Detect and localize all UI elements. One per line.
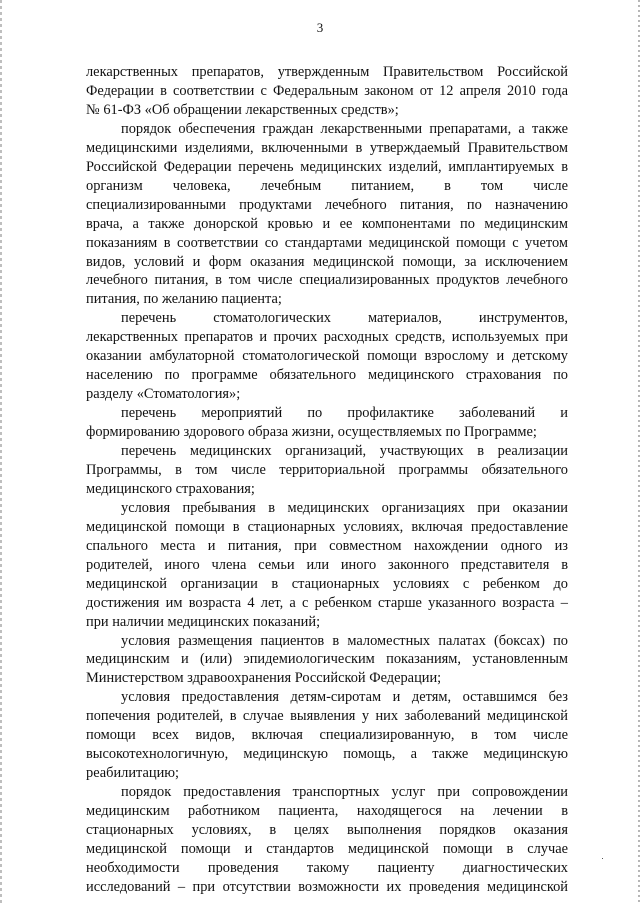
text-line: медицинской помощи в стационарных условиях, включая предоставление (86, 518, 568, 535)
scan-speck (602, 858, 603, 859)
text-line: разделу «Стоматология»; (86, 386, 241, 403)
text-line: № 61-ФЗ «Об обращении лекарственных средств»; (86, 101, 399, 118)
text-line: лекарственных препаратов и прочих расходных средств, используемых при (86, 329, 568, 346)
text-line: медицинским и (или) эпидемиологическим показаниям, установленным (86, 651, 568, 668)
text-line: медицинского страхования; (86, 480, 255, 497)
text-line: порядок предоставления транспортных услуг при сопровождении (121, 784, 568, 801)
text-line: при наличии медицинских показаний; (86, 613, 321, 630)
text-line: медицинской организации в стационарных условиях с ребенком до (86, 575, 568, 592)
text-line: Российской Федерации перечень медицинских изделий, имплантируемых в (86, 158, 568, 175)
text-line: попечения родителей, в случае выявления у них заболеваний медицинской (86, 708, 568, 725)
text-line: спального места и питания, при совместном нахождении одного из (86, 537, 568, 554)
text-line: Министерством здравоохранения Российской Федерации; (86, 670, 442, 687)
text-line: медицинским работником пациента, находящегося на лечении в (86, 803, 568, 820)
text-line: лекарственных препаратов, утвержденным Правительством Российской (86, 64, 568, 80)
text-line: видов, условий и форм оказания медицинской помощи, за исключением (86, 253, 568, 270)
text-line: питания, по желанию пациента; (86, 291, 282, 308)
text-line: перечень мероприятий по профилактике заболеваний и (121, 405, 568, 422)
scan-edge-left (0, 0, 2, 905)
text-line: населению по программе обязательного медицинского страхования по (86, 367, 568, 384)
text-line: медицинскими изделиями, включенными в утверждаемый Правительством (86, 139, 568, 156)
text-line: перечень стоматологических материалов, инструментов, (121, 310, 568, 327)
text-line: лечебного питания, в том числе специализированных продуктов лечебного (86, 272, 568, 289)
text-line: условия размещения пациентов в маломестных палатах (боксах) по (121, 632, 568, 649)
text-line: исследований – при отсутствии возможности их проведения медицинской (86, 878, 568, 895)
text-line: необходимости проведения такому пациенту диагностических (86, 859, 568, 876)
text-line: помощи всех видов, включая специализированную, в том числе (86, 727, 568, 744)
text-line: родителей, иного члена семьи или иного законного представителя в (86, 556, 568, 573)
text-line: Программы, в том числе территориальной программы обязательного (86, 461, 568, 478)
text-line: организм человека, лечебным питанием, в том числе (86, 177, 568, 194)
text-line: показаниям в соответствии со стандартами медицинской помощи с учетом (86, 234, 568, 251)
text-line: стационарных условиях, в целях выполнения порядков оказания (86, 822, 568, 838)
text-line: врача, а также донорской кровью и ее компонентами по медицинским (86, 215, 568, 232)
text-line: высокотехнологичную, медицинскую помощь, а также медицинскую (86, 746, 568, 763)
text-line: формированию здорового образа жизни, осуществляемых по Программе; (86, 424, 537, 441)
text-line: достижения им возраста 4 лет, а с ребенком старше указанного возраста – (86, 594, 568, 611)
text-line: оказании амбулаторной стоматологической помощи взрослому и детскому (86, 348, 568, 365)
page-number: 3 (316, 20, 324, 35)
text-line: перечень медицинских организаций, участвующих в реализации (121, 443, 568, 459)
text-line: реабилитацию; (86, 765, 180, 782)
text-line: условия пребывания в медицинских организациях при оказании (121, 499, 568, 516)
text-line: условия предоставления детям-сиротам и детям, оставшимся без (121, 689, 568, 706)
text-line: специализированными продуктами лечебного питания, по назначению (86, 196, 568, 213)
text-line: Федерации в соответствии с Федеральным законом от 12 апреля 2010 года (86, 82, 568, 99)
text-line: медицинской помощи и стандартов медицинской помощи в случае (86, 840, 568, 857)
text-line: порядок обеспечения граждан лекарственными препаратами, а также (121, 120, 568, 137)
